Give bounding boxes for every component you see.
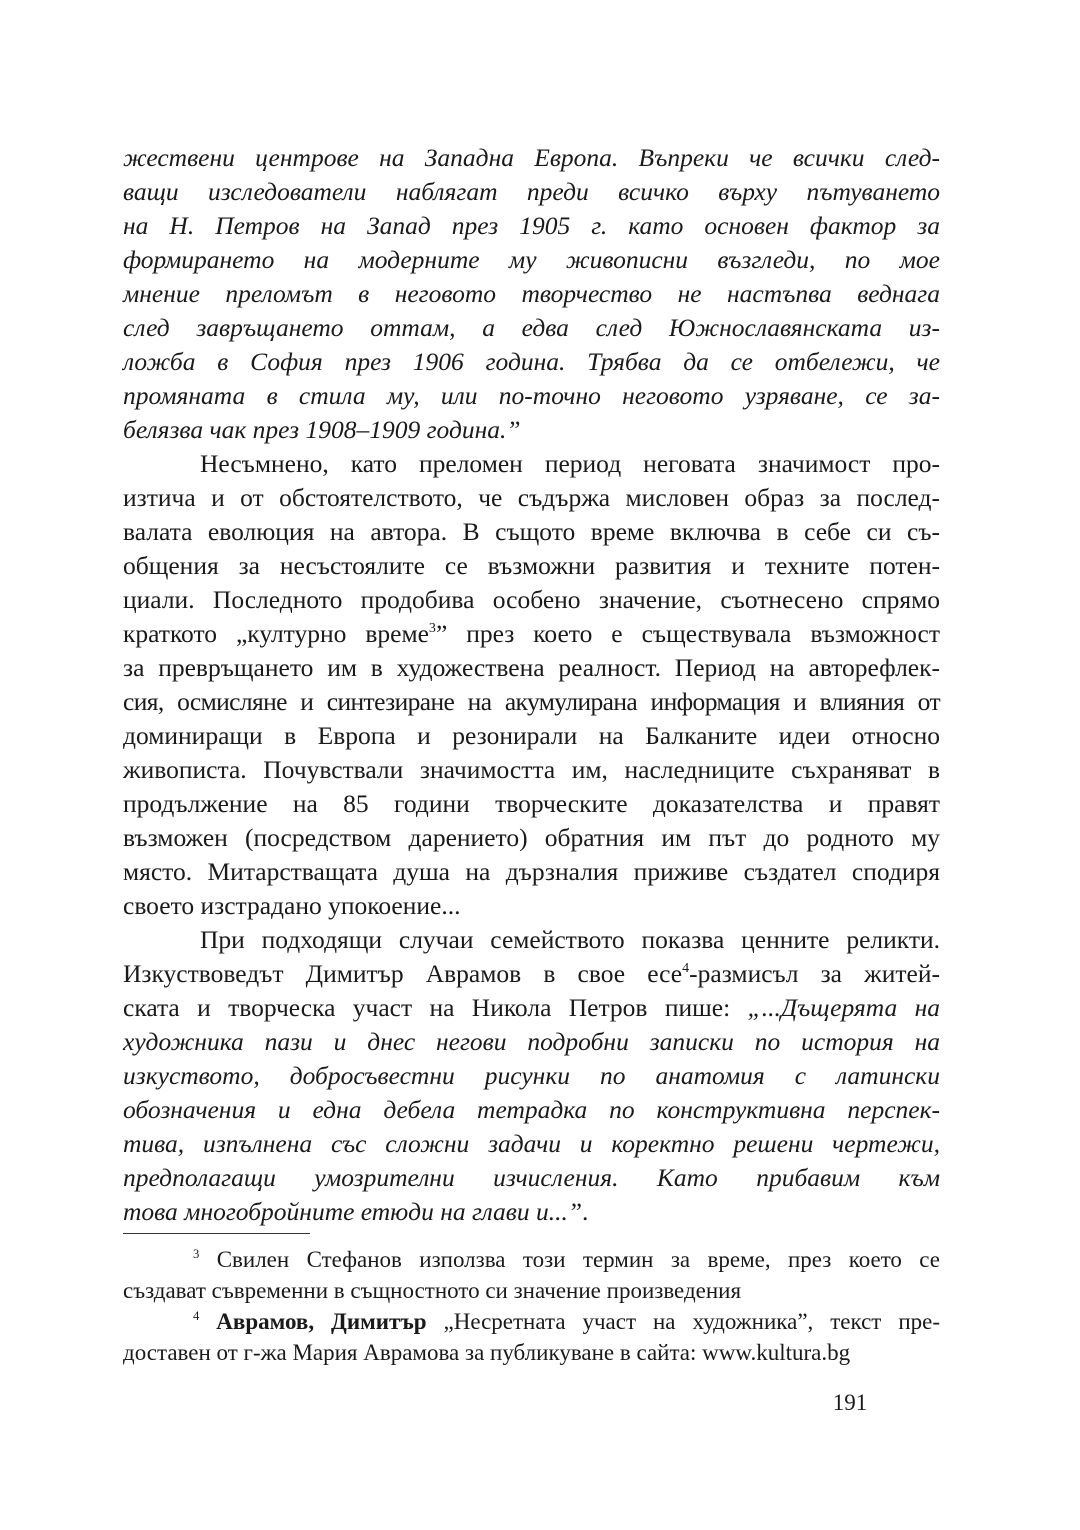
paragraph-line: своето изстрадано упокоение...: [123, 891, 461, 920]
quote-text: това многобройните етюди на глави и...”: [123, 1197, 583, 1226]
quote-line: промяната в стила му, или по-точно неговото узряване, се за-: [123, 381, 940, 410]
paragraph-line: продължение на 85 години творческите доказателства и правят: [123, 789, 940, 818]
paragraph-text: Изкуствоведът Димитър Аврамов в свое есе: [123, 959, 683, 988]
footnote-ref-4: 4: [682, 961, 690, 977]
paragraph-line: валата еволюция на автора. В същото време включва в себе си съ-: [123, 517, 940, 546]
paragraph-text: -размисъл за житей-: [689, 959, 940, 988]
quote-line: ващи изследователи наблягат преди всичко върху пътуването: [123, 177, 940, 206]
quote-line: жествени центрове на Западна Европа. Въпреки че всички след-: [123, 143, 940, 172]
paragraph-line: възможен (посредством дарението) обратния им път до родното му: [123, 823, 940, 852]
quote-line: формирането на модерните му живописни възгледи, по мое: [123, 245, 940, 274]
quote-line: художника пази и днес негови подробни записки по история на: [123, 1027, 940, 1056]
paragraph-line: изтича и от обстоятелството, че съдържа мисловен образ за послед-: [123, 483, 940, 512]
footnote-text: „Несретната участ на художника”, текст пре-: [426, 1309, 940, 1334]
paragraph-line: живописта. Почувствали значимостта им, наследниците съхраняват в: [123, 755, 940, 784]
footnote-4: [193, 1309, 940, 1335]
paragraph-line: сия, осмисляне и синтезиране на акумулирана информация и влияния от: [123, 687, 940, 716]
paragraph-line: [123, 619, 940, 649]
quote-line: на Н. Петров на Запад през 1905 г. като основен фактор за: [123, 211, 940, 240]
quote-line: обозначения и една дебела тетрадка по конструктивна перспек-: [123, 1095, 940, 1124]
paragraph-line: място. Митарстващата душа на дързналия приживе създател сподиря: [123, 857, 940, 886]
quote-line: ложба в София през 1906 година. Трябва да се отбележи, че: [123, 347, 940, 376]
quote-line: предполагащи умозрителни изчисления. Като прибавим към: [123, 1163, 940, 1192]
paragraph-text: краткото „културно време: [123, 619, 429, 648]
paragraph-line: [123, 1197, 940, 1227]
footnote-marker: 4: [193, 1309, 200, 1324]
footnote-3: [193, 1247, 940, 1273]
page-number: 191: [832, 1390, 868, 1415]
paragraph-line: Несъмнено, като преломен период неговата значимост про-: [200, 449, 940, 478]
paragraph-line: циали. Последното продобива особено значение, съотнесено спрямо: [123, 585, 940, 614]
paragraph-line: за превръщането им в художествена реалност. Период на авторефлек-: [123, 653, 940, 682]
footnote-ref-3: 3: [428, 621, 436, 637]
paragraph-line: [123, 993, 940, 1023]
quote-line: изкуството, добросъвестни рисунки по анатомия с латински: [123, 1061, 940, 1090]
paragraph-text: ” през което е съществувала възможност: [435, 619, 940, 648]
paragraph-text: ската и творческа участ на Никола Петров пише:: [123, 993, 748, 1022]
quote-line: белязва чак през 1908–1909 година.”: [123, 415, 521, 444]
footnote-text: Свилен Стефанов използва този термин за време, през което се: [199, 1247, 940, 1272]
quote-line: мнение преломът в неговото творчество не настъпва веднага: [123, 279, 940, 308]
footnote-separator: [123, 1233, 310, 1234]
paragraph-line: общения за несъстоялите се възможни развития и техните потен-: [123, 551, 940, 580]
footnote-marker: 3: [193, 1247, 200, 1262]
paragraph-text: .: [582, 1197, 589, 1226]
paragraph-line: При подходящи случаи семейството показва ценните реликти.: [200, 925, 940, 954]
paragraph-line: [123, 959, 940, 989]
footnote-author: Аврамов, Димитър: [199, 1309, 427, 1334]
quote-text: „...Дъщерята на: [747, 993, 940, 1022]
footnote-4-line-2: доставен от г-жа Мария Аврамова за публикуване в сайта: www.kultura.bg: [123, 1340, 851, 1365]
quote-line: тива, изпълнена със сложни задачи и коректно решени чертежи,: [123, 1129, 940, 1158]
quote-line: след завръщането оттам, а едва след Южнославянската из-: [123, 313, 940, 342]
paragraph-line: доминиращи в Европа и резонирали на Балканите идеи относно: [123, 721, 940, 750]
footnote-3-line-2: създават съвременни в същностното си значение произведения: [123, 1278, 742, 1303]
